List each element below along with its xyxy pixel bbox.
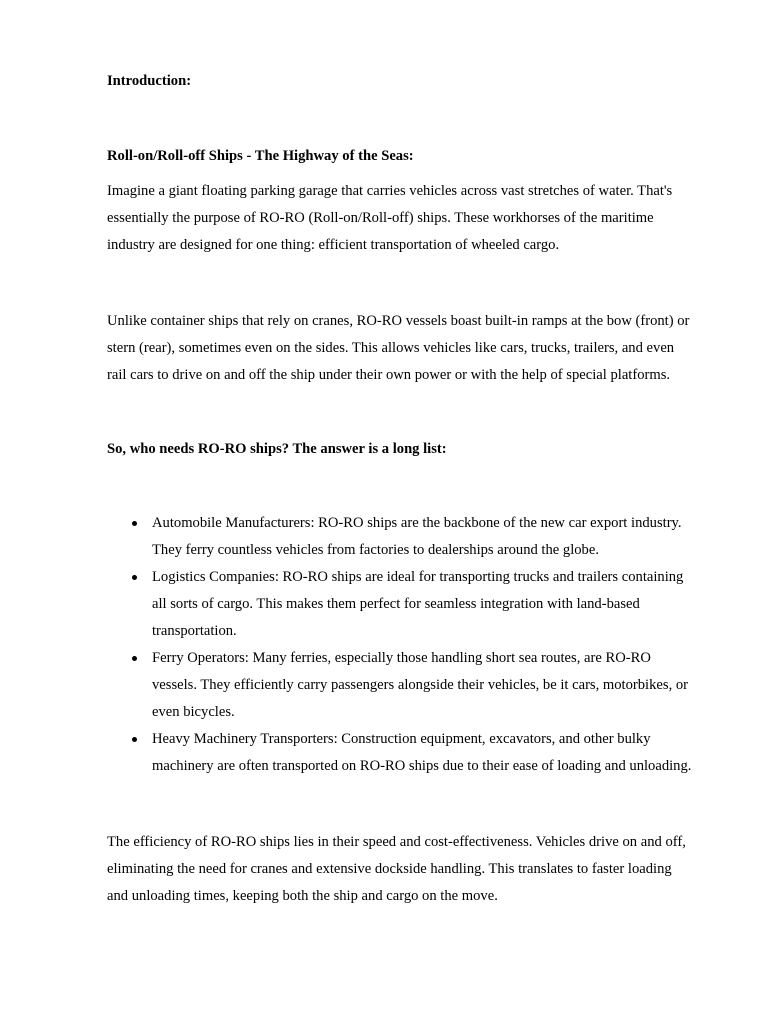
section-heading: Roll-on/Roll-off Ships - The Highway of the Seas: (107, 148, 414, 164)
list-item-line: all sorts of cargo. This makes them perfect for seamless integration with land-based (152, 596, 640, 612)
paragraph-line: Unlike container ships that rely on cranes, RO-RO vessels boast built-in ramps at the bow (front) or (107, 313, 690, 329)
list-item-line: vessels. They efficiently carry passengers alongside their vehicles, be it cars, motorbikes, or (152, 677, 689, 693)
list-item-line: Ferry Operators: Many ferries, especially those handling short sea routes, are RO-RO (152, 650, 651, 666)
paragraph-line: industry are designed for one thing: efficient transportation of wheeled cargo. (107, 237, 560, 253)
paragraph-3 (107, 829, 717, 910)
list-item (107, 645, 727, 726)
list-item (107, 510, 727, 564)
bullet-icon (132, 645, 142, 672)
list-item-line: machinery are often transported on RO-RO ships due to their ease of loading and unloading. (152, 758, 692, 774)
paragraph-line: The efficiency of RO-RO ships lies in their speed and cost-effectiveness. Vehicles drive on and off, (107, 834, 686, 850)
bullet-icon (132, 510, 142, 537)
paragraph-2 (107, 308, 717, 389)
paragraph-line: and unloading times, keeping both the ship and cargo on the move. (107, 888, 498, 904)
list-item-line: even bicycles. (152, 704, 235, 720)
paragraph-1 (107, 178, 717, 259)
list-item-line: transportation. (152, 623, 237, 639)
list-item (107, 726, 727, 780)
list-item-line: Logistics Companies: RO-RO ships are ideal for transporting trucks and trailers containing (152, 569, 684, 585)
paragraph-line: Imagine a giant floating parking garage that carries vehicles across vast stretches of water. That's (107, 183, 673, 199)
bullet-list (107, 510, 727, 780)
list-item-line: Heavy Machinery Transporters: Construction equipment, excavators, and other bulky (152, 731, 651, 747)
intro-heading: Introduction: (107, 73, 192, 89)
paragraph-line: essentially the purpose of RO-RO (Roll-on/Roll-off) ships. These workhorses of the maritime (107, 210, 654, 226)
bullet-icon (132, 726, 142, 753)
question-heading: So, who needs RO-RO ships? The answer is a long list: (107, 441, 447, 457)
bullet-icon (132, 564, 142, 591)
list-item (107, 564, 727, 645)
paragraph-line: rail cars to drive on and off the ship under their own power or with the help of special platforms. (107, 367, 671, 383)
list-item-line: Automobile Manufacturers: RO-RO ships are the backbone of the new car export industry. (152, 515, 682, 531)
paragraph-line: eliminating the need for cranes and extensive dockside handling. This translates to faster loading (107, 861, 672, 877)
paragraph-line: stern (rear), sometimes even on the sides. This allows vehicles like cars, trucks, trailers, and even (107, 340, 675, 356)
list-item-line: They ferry countless vehicles from factories to dealerships around the globe. (152, 542, 599, 558)
